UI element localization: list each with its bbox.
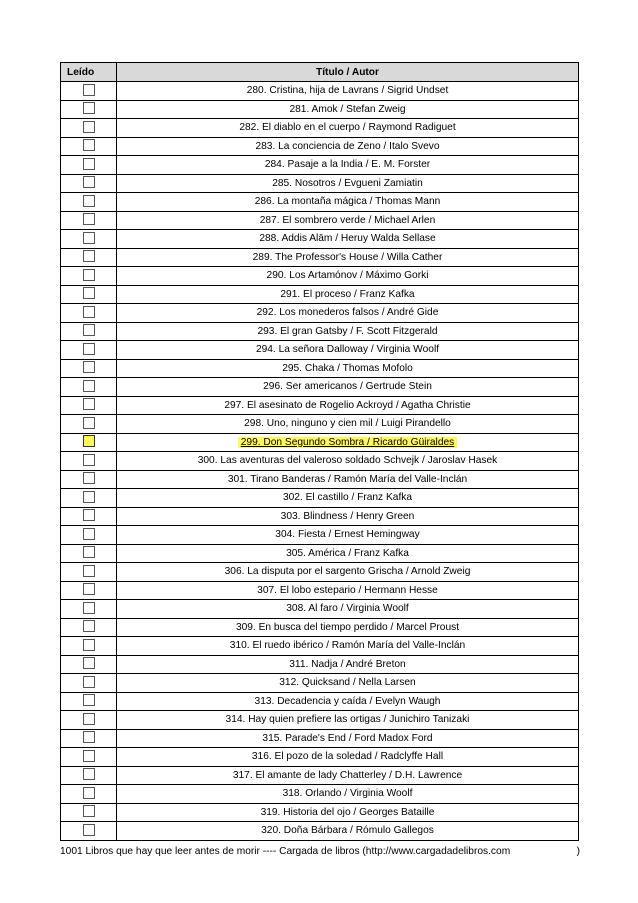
title-cell: [117, 507, 579, 526]
table-row: [61, 267, 579, 286]
table-header-row: [61, 63, 579, 82]
title-cell: [117, 544, 579, 563]
title-cell: [117, 766, 579, 785]
book-title-author: 294. La señora Dalloway / Virginia Woolf: [255, 344, 440, 356]
table-row: [61, 507, 579, 526]
title-cell: [117, 637, 579, 656]
read-cell: [61, 729, 117, 748]
book-title-author: 309. En busca del tiempo perdido / Marcel Proust: [235, 621, 460, 633]
book-title-author: 280. Cristina, hija de Lavrans / Sigrid Undset: [246, 85, 449, 97]
read-checkbox[interactable]: [83, 361, 95, 373]
table-row: [61, 470, 579, 489]
table-row: [61, 729, 579, 748]
read-checkbox[interactable]: [83, 213, 95, 225]
table-row: [61, 341, 579, 360]
read-checkbox[interactable]: [83, 84, 95, 96]
title-cell: [117, 211, 579, 230]
book-title-author: 302. El castillo / Franz Kafka: [282, 492, 413, 504]
read-cell: [61, 470, 117, 489]
read-checkbox[interactable]: [83, 768, 95, 780]
read-checkbox[interactable]: [83, 824, 95, 836]
read-checkbox[interactable]: [83, 546, 95, 558]
read-checkbox[interactable]: [83, 583, 95, 595]
title-cell: [117, 156, 579, 175]
table-row: [61, 711, 579, 730]
title-cell: [117, 581, 579, 600]
book-title-author: 298. Uno, ninguno y cien mil / Luigi Pirandello: [244, 418, 451, 430]
read-checkbox[interactable]: [83, 639, 95, 651]
book-title-author: 285. Nosotros / Evgueni Zamiatin: [272, 177, 423, 189]
table-row: [61, 415, 579, 434]
read-checkbox[interactable]: [83, 121, 95, 133]
title-cell: [117, 230, 579, 249]
read-checkbox[interactable]: [83, 731, 95, 743]
title-cell: [117, 174, 579, 193]
read-checkbox[interactable]: [83, 694, 95, 706]
table-row: [61, 211, 579, 230]
table-row: [61, 563, 579, 582]
table-row: [61, 489, 579, 508]
table-row: [61, 322, 579, 341]
title-cell: [117, 285, 579, 304]
footer-close-paren: ): [576, 846, 580, 857]
table-row: [61, 581, 579, 600]
read-cell: [61, 618, 117, 637]
book-title-author: 295. Chaka / Thomas Mofolo: [282, 362, 413, 374]
read-cell: [61, 526, 117, 545]
read-cell: [61, 359, 117, 378]
table-row: [61, 248, 579, 267]
table-row: [61, 230, 579, 249]
book-title-author: 308. Al faro / Virginia Woolf: [286, 603, 409, 615]
title-cell: [117, 193, 579, 212]
table-row: [61, 174, 579, 193]
read-checkbox[interactable]: [83, 620, 95, 632]
title-cell: [117, 396, 579, 415]
book-title-author: 303. Blindness / Henry Green: [280, 510, 415, 522]
table-row: [61, 193, 579, 212]
read-cell: [61, 822, 117, 841]
title-cell: [117, 674, 579, 693]
book-title-author: 290. Los Artamónov / Máximo Gorki: [266, 270, 429, 282]
read-checkbox[interactable]: [83, 102, 95, 114]
read-cell: [61, 193, 117, 212]
table-row: [61, 692, 579, 711]
book-title-author: 317. El amante de lady Chatterley / D.H. Lawrence: [232, 769, 463, 781]
read-cell: [61, 637, 117, 656]
read-cell: [61, 803, 117, 822]
title-cell: [117, 803, 579, 822]
read-checkbox[interactable]: [83, 454, 95, 466]
read-checkbox[interactable]: [83, 158, 95, 170]
title-cell: [117, 692, 579, 711]
book-title-author: 282. El diablo en el cuerpo / Raymond Radiguet: [239, 122, 456, 134]
title-cell: [117, 82, 579, 101]
book-title-author: 288. Addis Alām / Heruy Walda Sellase: [259, 233, 436, 245]
title-cell: [117, 359, 579, 378]
table-row: [61, 119, 579, 138]
read-checkbox[interactable]: [83, 287, 95, 299]
read-checkbox[interactable]: [83, 176, 95, 188]
read-checkbox[interactable]: [83, 417, 95, 429]
book-title-author: 283. La conciencia de Zeno / Italo Svevo: [255, 140, 440, 152]
read-cell: [61, 82, 117, 101]
table-row: [61, 822, 579, 841]
table-row: [61, 137, 579, 156]
title-cell: [117, 452, 579, 471]
title-cell: [117, 304, 579, 323]
read-checkbox[interactable]: [83, 787, 95, 799]
title-cell: [117, 267, 579, 286]
title-cell: [117, 378, 579, 397]
read-cell: [61, 156, 117, 175]
read-cell: [61, 600, 117, 619]
page-footer: [60, 846, 580, 857]
read-cell: [61, 748, 117, 767]
book-title-author: 319. Historia del ojo / Georges Bataille: [260, 806, 435, 818]
book-title-author: 318. Orlando / Virginia Woolf: [282, 788, 413, 800]
read-checkbox[interactable]: [83, 324, 95, 336]
read-cell: [61, 248, 117, 267]
table-row: [61, 600, 579, 619]
table-row: [61, 285, 579, 304]
read-cell: [61, 655, 117, 674]
read-checkbox[interactable]: [83, 805, 95, 817]
read-checkbox[interactable]: [83, 232, 95, 244]
read-cell: [61, 674, 117, 693]
read-checkbox[interactable]: [83, 435, 95, 447]
read-cell: [61, 378, 117, 397]
table-row: [61, 433, 579, 452]
book-title-author: 300. Las aventuras del valeroso soldado Schvejk / Jaroslav Hasek: [197, 455, 498, 467]
table-row: [61, 156, 579, 175]
table-row: [61, 526, 579, 545]
read-cell: [61, 100, 117, 119]
title-cell: [117, 729, 579, 748]
read-cell: [61, 692, 117, 711]
read-cell: [61, 322, 117, 341]
book-title-author: 310. El ruedo ibérico / Ramón María del Valle-Inclán: [229, 640, 466, 652]
read-cell: [61, 267, 117, 286]
table-row: [61, 748, 579, 767]
read-cell: [61, 137, 117, 156]
read-cell: [61, 563, 117, 582]
read-checkbox[interactable]: [83, 528, 95, 540]
read-cell: [61, 285, 117, 304]
table-row: [61, 359, 579, 378]
title-cell: [117, 618, 579, 637]
book-title-author: 293. El gran Gatsby / F. Scott Fitzgerald: [257, 325, 438, 337]
title-cell: [117, 119, 579, 138]
read-cell: [61, 507, 117, 526]
read-checkbox[interactable]: [83, 195, 95, 207]
table-row: [61, 378, 579, 397]
read-checkbox[interactable]: [83, 398, 95, 410]
table-row: [61, 396, 579, 415]
title-cell: [117, 100, 579, 119]
book-title-author: 289. The Professor's House / Willa Cather: [252, 251, 443, 263]
book-title-author: 301. Tirano Banderas / Ramón María del Valle-Inclán: [227, 473, 468, 485]
book-title-author: 296. Ser americanos / Gertrude Stein: [263, 381, 432, 393]
read-checkbox[interactable]: [83, 472, 95, 484]
book-title-author: 291. El proceso / Franz Kafka: [280, 288, 415, 300]
read-cell: [61, 119, 117, 138]
table-row: [61, 655, 579, 674]
title-cell: [117, 600, 579, 619]
read-cell: [61, 211, 117, 230]
read-cell: [61, 711, 117, 730]
read-checkbox[interactable]: [83, 269, 95, 281]
book-title-author: 314. Hay quien prefiere las ortigas / Junichiro Tanizaki: [225, 714, 470, 726]
book-checklist-table: [60, 62, 579, 841]
read-cell: [61, 415, 117, 434]
table-row: [61, 637, 579, 656]
read-checkbox[interactable]: [83, 250, 95, 262]
book-title-author: 312. Quicksand / Nella Larsen: [279, 677, 416, 689]
book-title-author: 306. La disputa por el sargento Grischa / Arnold Zweig: [224, 566, 471, 578]
read-cell: [61, 544, 117, 563]
read-checkbox[interactable]: [83, 602, 95, 614]
book-title-author: 315. Parade's End / Ford Madox Ford: [262, 732, 433, 744]
book-title-author: 307. El lobo estepario / Hermann Hesse: [257, 584, 438, 596]
table-row: [61, 452, 579, 471]
title-cell: [117, 137, 579, 156]
book-title-author: 287. El sombrero verde / Michael Arlen: [259, 214, 436, 226]
title-cell: [117, 489, 579, 508]
read-checkbox[interactable]: [83, 491, 95, 503]
read-checkbox[interactable]: [83, 676, 95, 688]
read-checkbox[interactable]: [83, 565, 95, 577]
title-cell: [117, 655, 579, 674]
read-cell: [61, 433, 117, 452]
table-row: [61, 785, 579, 804]
book-title-author: 299. Don Segundo Sombra / Ricardo Güiraldes: [238, 437, 458, 448]
title-cell: [117, 711, 579, 730]
read-cell: [61, 452, 117, 471]
table-row: [61, 544, 579, 563]
read-cell: [61, 341, 117, 360]
table-row: [61, 304, 579, 323]
title-cell: [117, 785, 579, 804]
read-cell: [61, 174, 117, 193]
book-title-author: 304. Fiesta / Ernest Hemingway: [275, 529, 420, 541]
table-row: [61, 100, 579, 119]
read-checkbox[interactable]: [83, 343, 95, 355]
book-title-author: 320. Doña Bárbara / Rómulo Gallegos: [261, 825, 434, 837]
title-cell: [117, 526, 579, 545]
title-cell: [117, 433, 579, 452]
book-title-author: 281. Amok / Stefan Zweig: [289, 103, 406, 115]
title-cell: [117, 248, 579, 267]
book-title-author: 292. Los monederos falsos / André Gide: [256, 307, 439, 319]
footer-text: 1001 Libros que hay que leer antes de morir ---- Cargada de libros (http://www.cargadadelibros.com: [60, 846, 511, 857]
table-row: [61, 674, 579, 693]
table-row: [61, 618, 579, 637]
read-cell: [61, 489, 117, 508]
read-checkbox[interactable]: [83, 306, 95, 318]
book-title-author: 286. La montaña mágica / Thomas Mann: [254, 196, 441, 208]
book-title-author: 311. Nadja / André Breton: [289, 658, 406, 670]
book-title-author: 297. El asesinato de Rogelio Ackroyd / Agatha Christie: [224, 399, 471, 411]
table-row: [61, 803, 579, 822]
book-title-author: 316. El pozo de la soledad / Radclyffe Hall: [251, 751, 444, 763]
column-header-read: Leído: [61, 63, 117, 82]
book-title-author: 284. Pasaje a la India / E. M. Forster: [264, 159, 431, 171]
title-cell: [117, 822, 579, 841]
title-cell: [117, 748, 579, 767]
book-title-author: 305. América / Franz Kafka: [286, 547, 409, 559]
read-cell: [61, 396, 117, 415]
read-checkbox[interactable]: [83, 750, 95, 762]
book-title-author: 313. Decadencia y caída / Evelyn Waugh: [254, 695, 441, 707]
read-checkbox[interactable]: [83, 380, 95, 392]
read-cell: [61, 785, 117, 804]
read-checkbox[interactable]: [83, 139, 95, 151]
title-cell: [117, 341, 579, 360]
read-checkbox[interactable]: [83, 713, 95, 725]
read-cell: [61, 230, 117, 249]
table-row: [61, 82, 579, 101]
title-cell: [117, 322, 579, 341]
title-cell: [117, 470, 579, 489]
table-row: [61, 766, 579, 785]
read-cell: [61, 766, 117, 785]
read-checkbox[interactable]: [83, 657, 95, 669]
title-cell: [117, 563, 579, 582]
read-cell: [61, 304, 117, 323]
column-header-title: Título / Autor: [117, 63, 579, 82]
read-cell: [61, 581, 117, 600]
title-cell: [117, 415, 579, 434]
read-checkbox[interactable]: [83, 509, 95, 521]
